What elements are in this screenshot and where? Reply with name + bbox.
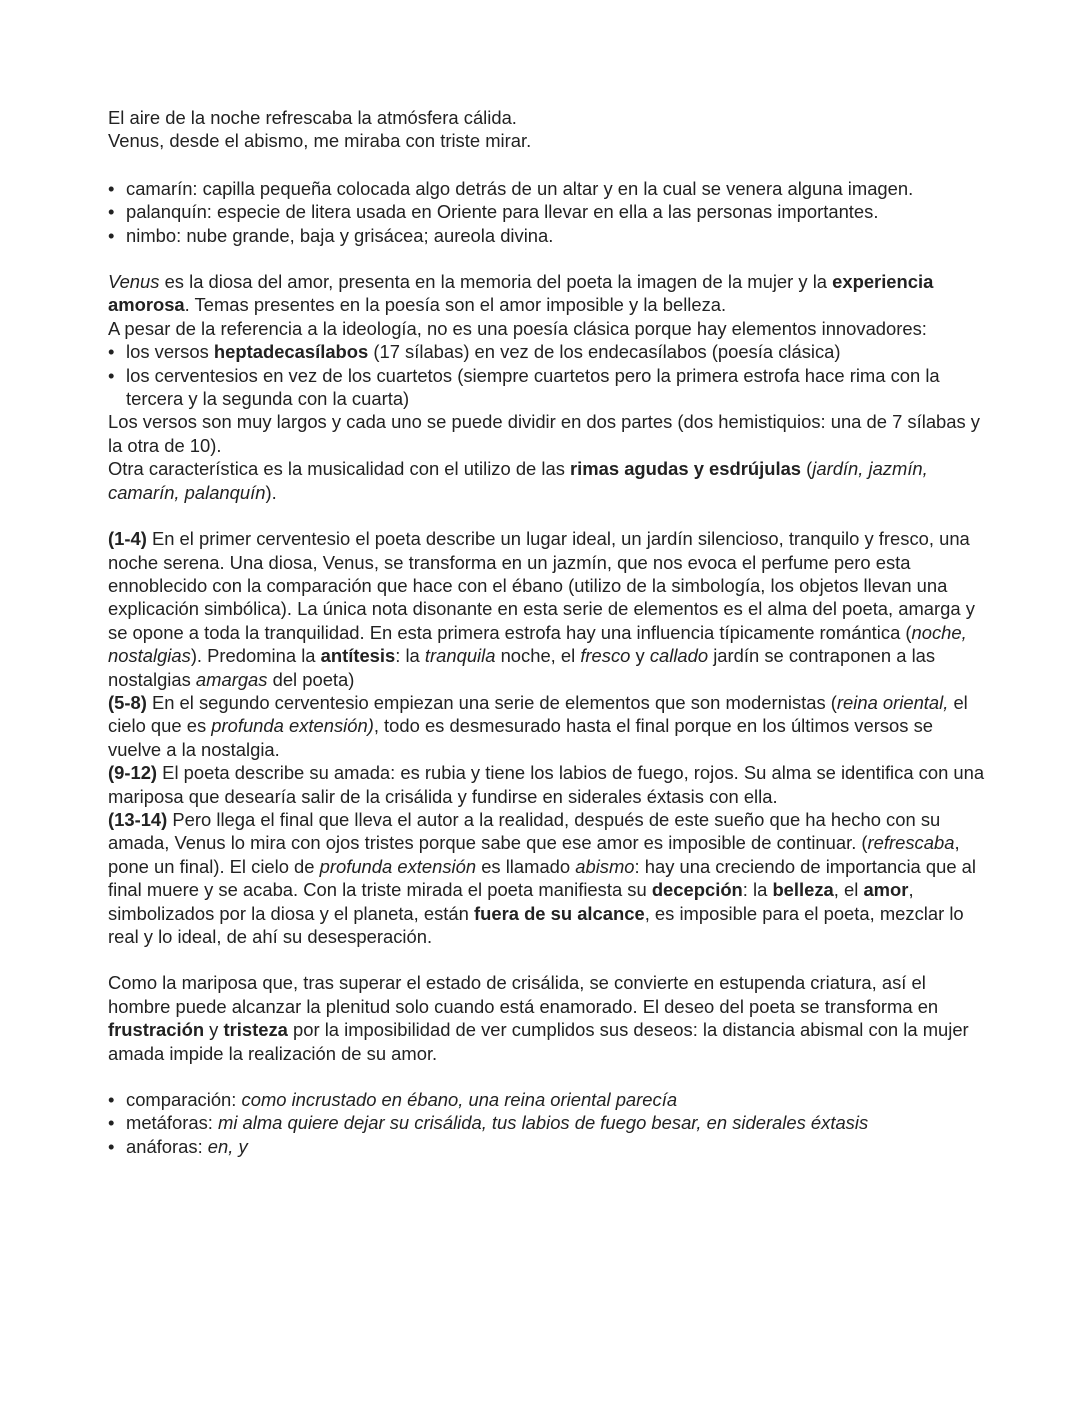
stanza-analysis-2: (5-8) En el segundo cerventesio empiezan una serie de elementos que son modernistas (reina oriental, el cielo que es profunda extensión), todo es desmesurado hasta el final porque en los últimos versos se vuelve a la nostalgia. xyxy=(108,691,968,760)
intro-section xyxy=(108,270,988,504)
document-content xyxy=(108,106,988,1158)
intro-innovation-line: A pesar de la referencia a la ideología, no es una poesía clásica porque hay elementos innovadores: xyxy=(108,317,927,339)
glossary-item: • camarín: capilla pequeña colocada algo detrás de un altar y en la cual se venera alguna imagen. xyxy=(108,177,988,200)
figure-item: • comparación: como incrustado en ébano, una reina oriental parecía xyxy=(108,1088,988,1111)
stanza-analysis-1: (1-4) En el primer cerventesio el poeta describe un lugar ideal, un jardín silencioso, tranquilo y fresco, una noche serena. Una diosa, Venus, se transforma en un jazmín, que nos evoca el perfume pero esta ennoblecido con la comparación que hace con el ébano (utilizo de la simbología, los objetos llevan una explicación simbólica). La única nota disonante en esta serie de elementos es el alma del poeta, amarga y se opone a toda la tranquilidad. En esta primera estrofa hay una influencia típicamente romántica (noche, nostalgias). Predomina la antítesis: la tranquila noche, el fresco y callado jardín se contraponen a las nostalgias amargas del poeta) xyxy=(108,528,975,690)
glossary-item: • nimbo: nube grande, baja y grisácea; aureola divina. xyxy=(108,224,988,247)
verse-length-paragraph: Los versos son muy largos y cada uno se puede dividir en dos partes (dos hemistiquios: una de 7 sílabas y la otra de 10). xyxy=(108,411,981,456)
glossary-item: • palanquín: especie de litera usada en Oriente para llevar en ella a las personas importantes. xyxy=(108,200,988,223)
poem-excerpt xyxy=(108,106,988,153)
stanza-analysis-3: (9-12) El poeta describe su amada: es rubia y tiene los labios de fuego, rojos. Su alma se identifica con una mariposa que desearía salir de la crisálida y fundirse en siderales éxtasis con ella. xyxy=(108,762,985,807)
innovation-item: • los cerventesios en vez de los cuartetos (siempre cuartetos pero la primera estrofa hace rima con la tercera y la segunda con la cuarta) xyxy=(108,364,988,411)
innovation-item: • los versos heptadecasílabos (17 sílabas) en vez de los endecasílabos (poesía clásica) xyxy=(108,340,988,363)
conclusion-paragraph: Como la mariposa que, tras superar el estado de crisálida, se convierte en estupenda criatura, así el hombre puede alcanzar la plenitud solo cuando está enamorado. El deseo del poeta se transforma en frustración y tristeza por la imposibilidad de ver cumplidos sus deseos: la distancia abismal con la mujer amada impide la realización de su amor. xyxy=(108,972,969,1064)
poem-line: El aire de la noche refrescaba la atmósfera cálida. xyxy=(108,107,517,128)
figure-item: • anáforas: en, y xyxy=(108,1135,988,1158)
glossary-list xyxy=(108,177,988,247)
figure-item: • metáforas: mi alma quiere dejar su crisálida, tus labios de fuego besar, en siderales éxtasis xyxy=(108,1111,988,1134)
stanza-analysis-4: (13-14) Pero llega el final que lleva el autor a la realidad, después de este sueño que ha hecho con su amada, Venus lo mira con ojos tristes porque sabe que ese amor es imposible de continuar. (refrescaba, pone un final). El cielo de profunda extensión es llamado abismo: hay una creciendo de importancia que al final muere y se acaba. Con la triste mirada el poeta manifiesta su decepción: la belleza, el amor, simbolizados por la diosa y el planeta, están fuera de su alcance, es imposible para el poeta, mezclar lo real y lo ideal, de ahí su desesperación. xyxy=(108,808,976,947)
poem-line: Venus, desde el abismo, me miraba con triste mirar. xyxy=(108,130,532,152)
innovation-list xyxy=(108,340,988,410)
intro-paragraph: Venus es la diosa del amor, presenta en la memoria del poeta la imagen de la mujer y la experiencia amorosa. Temas presentes en la poesía son el amor imposible y la belleza. xyxy=(108,271,934,316)
analysis-section xyxy=(108,527,988,948)
rhetorical-figures-list xyxy=(108,1088,988,1158)
musicality-paragraph: Otra característica es la musicalidad con el utilizo de las rimas agudas y esdrújulas (jardín, jazmín, camarín, palanquín). xyxy=(108,458,928,503)
